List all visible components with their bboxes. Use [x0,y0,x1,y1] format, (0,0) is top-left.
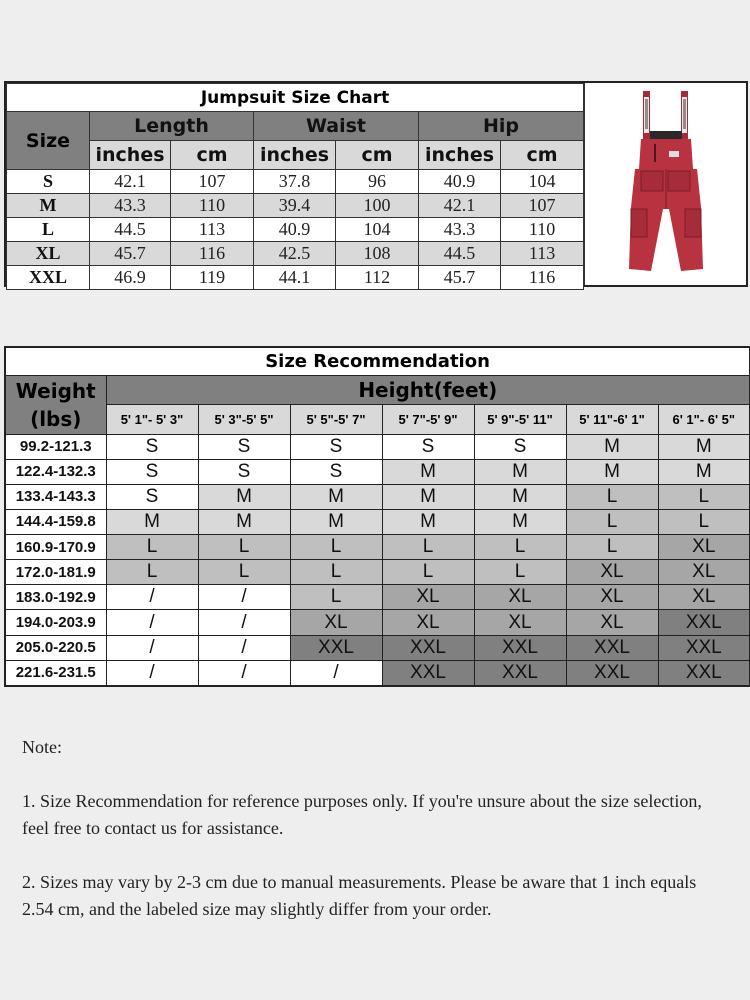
recommendation-row [5,434,750,459]
recommended-size-cell: M [566,434,658,459]
length-header: Length [90,112,254,141]
measurement-cell: 44.5 [419,242,501,266]
note-item: 2. Sizes may vary by 2-3 cm due to manual measurements. Please be aware that 1 inch equals 2.54 cm, and the labeled size may slightly differ from your order. [22,872,697,919]
recommended-size-cell: M [474,484,566,509]
size-chart-row [7,266,584,290]
recommendation-row [5,509,750,534]
recommended-size-cell: XXL [658,610,750,635]
weight-range-label: 172.0-181.9 [5,560,106,585]
size-label: S [7,170,90,194]
recommended-size-cell: L [106,535,198,560]
recommended-size-cell: XXL [382,635,474,660]
recommended-size-cell: XXL [474,635,566,660]
size-label: XXL [7,266,90,290]
weight-range-label: 122.4-132.3 [5,459,106,484]
recommended-size-cell: / [290,660,382,686]
unit-header: inches [419,141,501,170]
unit-header: inches [254,141,336,170]
recommended-size-cell: S [106,484,198,509]
measurement-cell: 40.9 [254,218,336,242]
measurement-cell: 108 [336,242,419,266]
size-label: M [7,194,90,218]
size-label: XL [7,242,90,266]
recommended-size-cell: XL [658,560,750,585]
note-item: 1. Size Recommendation for reference purposes only. If you're unsure about the size selection, feel free to contact us for assistance. [22,791,702,838]
unit-header: cm [171,141,254,170]
recommendation-row [5,635,750,660]
recommended-size-cell: L [382,560,474,585]
recommended-size-cell: XXL [658,660,750,686]
height-range-header: 5' 9"-5' 11" [474,405,566,434]
height-range-header: 5' 5"-5' 7" [290,405,382,434]
size-chart-row [7,170,584,194]
recommended-size-cell: XL [566,610,658,635]
measurement-cell: 113 [171,218,254,242]
height-header: Height(feet) [106,376,750,405]
recommended-size-cell: L [290,560,382,585]
recommended-size-cell: / [106,635,198,660]
recommended-size-cell: L [658,509,750,534]
recommended-size-cell: / [198,585,290,610]
size-chart-title: Jumpsuit Size Chart [7,84,584,112]
recommended-size-cell: M [198,509,290,534]
recommended-size-cell: M [382,484,474,509]
height-range-header: 5' 11"-6' 1" [566,405,658,434]
recommended-size-cell: XL [474,585,566,610]
recommended-size-cell: S [382,434,474,459]
recommended-size-cell: / [198,635,290,660]
recommended-size-cell: / [106,610,198,635]
measurement-cell: 46.9 [90,266,171,290]
recommended-size-cell: L [198,535,290,560]
recommendation-title: Size Recommendation [5,347,750,376]
recommended-size-cell: L [566,509,658,534]
recommended-size-cell: S [290,434,382,459]
recommendation-row [5,484,750,509]
measurement-cell: 110 [171,194,254,218]
recommended-size-cell: L [106,560,198,585]
size-column-header: Size [7,112,90,170]
weight-range-label: 144.4-159.8 [5,509,106,534]
recommended-size-cell: L [290,535,382,560]
recommended-size-cell: L [566,535,658,560]
recommended-size-cell: / [198,610,290,635]
weight-label: Weight [15,378,96,403]
recommended-size-cell: M [566,459,658,484]
weight-range-label: 205.0-220.5 [5,635,106,660]
recommended-size-cell: L [290,585,382,610]
measurement-cell: 43.3 [419,218,501,242]
recommended-size-cell: L [474,560,566,585]
recommended-size-cell: XL [658,535,750,560]
measurement-cell: 42.1 [419,194,501,218]
recommended-size-cell: XL [382,585,474,610]
measurement-cell: 113 [501,242,584,266]
measurement-cell: 107 [501,194,584,218]
measurement-cell: 96 [336,170,419,194]
recommended-size-cell: S [198,434,290,459]
weight-range-label: 221.6-231.5 [5,660,106,686]
recommended-size-cell: XL [566,560,658,585]
recommended-size-cell: XL [290,610,382,635]
measurement-cell: 44.1 [254,266,336,290]
recommendation-row [5,585,750,610]
recommended-size-cell: S [106,459,198,484]
recommended-size-cell: M [290,509,382,534]
recommendation-row [5,560,750,585]
recommended-size-cell: M [198,484,290,509]
recommended-size-cell: / [198,660,290,686]
weight-column-header [5,376,106,434]
weight-range-label: 183.0-192.9 [5,585,106,610]
unit-header: cm [336,141,419,170]
unit-header: cm [501,141,584,170]
product-image-panel [584,83,746,285]
recommended-size-cell: M [658,459,750,484]
red-overalls-image [621,89,711,279]
notes-heading: Note: [22,737,62,757]
recommended-size-cell: XXL [566,635,658,660]
measurement-cell: 104 [336,218,419,242]
recommended-size-cell: XXL [290,635,382,660]
measurement-cell: 112 [336,266,419,290]
recommended-size-cell: S [198,459,290,484]
recommended-size-cell: XXL [474,660,566,686]
recommended-size-cell: L [566,484,658,509]
unit-header: inches [90,141,171,170]
recommended-size-cell: M [290,484,382,509]
measurement-cell: 37.8 [254,170,336,194]
recommendation-row [5,610,750,635]
recommended-size-cell: S [290,459,382,484]
measurement-cell: 116 [501,266,584,290]
size-chart-table [6,83,584,290]
size-chart-row [7,194,584,218]
recommended-size-cell: M [658,434,750,459]
measurement-cell: 119 [171,266,254,290]
size-chart-row [7,218,584,242]
measurement-cell: 110 [501,218,584,242]
recommended-size-cell: XXL [658,635,750,660]
measurement-cell: 39.4 [254,194,336,218]
recommendation-row [5,535,750,560]
recommended-size-cell: XL [474,610,566,635]
measurement-cell: 107 [171,170,254,194]
height-range-header: 5' 3"-5' 5" [198,405,290,434]
notes-section [22,734,732,950]
weight-range-label: 160.9-170.9 [5,535,106,560]
recommended-size-cell: M [474,459,566,484]
recommendation-row [5,660,750,686]
recommended-size-cell: XL [382,610,474,635]
measurement-cell: 104 [501,170,584,194]
recommended-size-cell: L [382,535,474,560]
measurement-cell: 42.5 [254,242,336,266]
measurement-cell: 45.7 [90,242,171,266]
waist-header: Waist [254,112,419,141]
weight-range-label: 133.4-143.3 [5,484,106,509]
recommended-size-cell: M [382,509,474,534]
measurement-cell: 45.7 [419,266,501,290]
measurement-cell: 42.1 [90,170,171,194]
size-recommendation-table [4,346,750,687]
recommended-size-cell: XXL [382,660,474,686]
weight-range-label: 194.0-203.9 [5,610,106,635]
weight-range-label: 99.2-121.3 [5,434,106,459]
height-range-header: 5' 1"- 5' 3" [106,405,198,434]
recommended-size-cell: XL [658,585,750,610]
recommendation-row [5,459,750,484]
recommended-size-cell: / [106,585,198,610]
height-range-header: 5' 7"-5' 9" [382,405,474,434]
recommended-size-cell: L [658,484,750,509]
recommended-size-cell: XL [566,585,658,610]
recommended-size-cell: M [382,459,474,484]
recommended-size-cell: XXL [566,660,658,686]
recommended-size-cell: M [474,509,566,534]
measurement-cell: 40.9 [419,170,501,194]
measurement-cell: 116 [171,242,254,266]
hip-header: Hip [419,112,584,141]
measurement-cell: 43.3 [90,194,171,218]
recommended-size-cell: L [474,535,566,560]
measurement-cell: 100 [336,194,419,218]
recommended-size-cell: M [106,509,198,534]
recommended-size-cell: S [106,434,198,459]
measurement-cell: 44.5 [90,218,171,242]
size-chart-panel [4,81,748,287]
size-label: L [7,218,90,242]
recommended-size-cell: / [106,660,198,686]
weight-unit-label: (lbs) [30,406,82,431]
size-chart-row [7,242,584,266]
recommended-size-cell: L [198,560,290,585]
height-range-header: 6' 1"- 6' 5" [658,405,750,434]
recommended-size-cell: S [474,434,566,459]
